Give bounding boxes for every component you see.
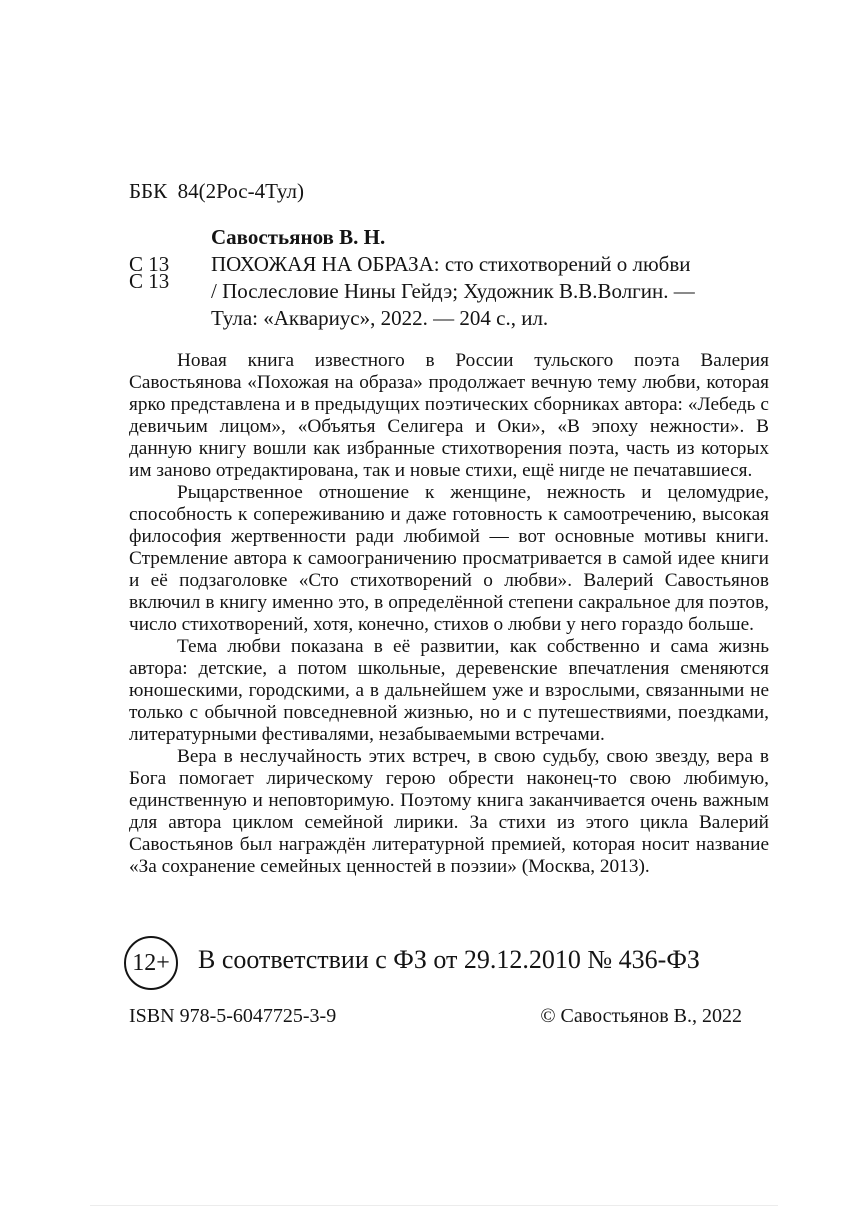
annotation-paragraph: Рыцарственное отношение к женщине, нежность и целомудрие, способность к сопереживанию и даже готовность к самоотречению, высокая философия жертвенности ради любимой — вот основные мотивы книги. Стремление автора к самоограничению просматривается в самой идее книги и её подзаголовке «Сто стихотворений о любви». Валерий Савостьянов включил в книгу именно это, в определённой степени сакральное для поэтов, число стихотворений, хотя, конечно, стихов о любви у него гораздо больше.: [129, 482, 769, 635]
age-rating-row: [124, 936, 769, 992]
imprint-publisher-line: Тула: «Аквариус», 2022. — 204 с., ил.: [211, 306, 549, 330]
annotation-text: [129, 350, 769, 878]
age-rating-label: 12+: [132, 949, 170, 976]
age-rating-badge: [124, 936, 178, 990]
imprint-index-label: С 13: [129, 252, 170, 276]
page-bottom-scan-line: [90, 1205, 778, 1206]
isbn-number: ISBN 978-5-6047725-3-9: [129, 1005, 337, 1027]
bbk-index-code: С 13: [129, 269, 170, 293]
bbk-line: ББК 84(2Рос-4Тул): [129, 179, 304, 203]
author-name: Савостьянов В. Н.: [211, 225, 386, 249]
copyright-notice: © Савостьянов В., 2022: [540, 1005, 742, 1027]
federal-law-notice: В соответствии с ФЗ от 29.12.2010 № 436-ФЗ: [198, 945, 700, 974]
annotation-paragraph: Тема любви показана в её развитии, как собственно и сама жизнь автора: детские, а потом школьные, деревенские впечатления сменяются юношескими, городскими, а в дальнейшем уже и взрослыми, связанными не только с обычной повседневной жизнью, но и с путешествиями, поездками, литературными фестивалями, незабываемыми встречами.: [129, 636, 769, 745]
annotation-paragraph: Вера в неслучайность этих встреч, в свою судьбу, свою звезду, вера в Бога помогает лирическому герою обрести наконец-то свою любимую, единственную и неповторимую. Поэтому книга заканчивается очень важным для автора циклом семейной лирики. За стихи из этого цикла Валерий Савостьянов был награждён литературной премией, которая носит название «За сохранение семейных ценностей в поэзии» (Москва, 2013).: [129, 746, 769, 877]
annotation-paragraph: Новая книга известного в России тульского поэта Валерия Савостьянова «Похожая на образа» продолжает вечную тему любви, которая ярко представлена и в предыдущих поэтических сборниках автора: «Лебедь с девичьим лицом», «Объятья Селигера и Оки», «В эпоху нежности». В данную книгу вошли как избранные стихотворения поэта, часть из которых им заново отредактирована, так и новые стихи, ещё нигде не печатавшиеся.: [129, 350, 769, 481]
book-title-line: ПОХОЖАЯ НА ОБРАЗА: сто стихотворений о любви: [211, 252, 691, 276]
imprint-afterword-line: / Послесловие Нины Гейдэ; Художник В.В.Волгин. —: [211, 279, 695, 303]
bibliographic-description: [129, 224, 774, 332]
footer: [129, 1005, 742, 1028]
